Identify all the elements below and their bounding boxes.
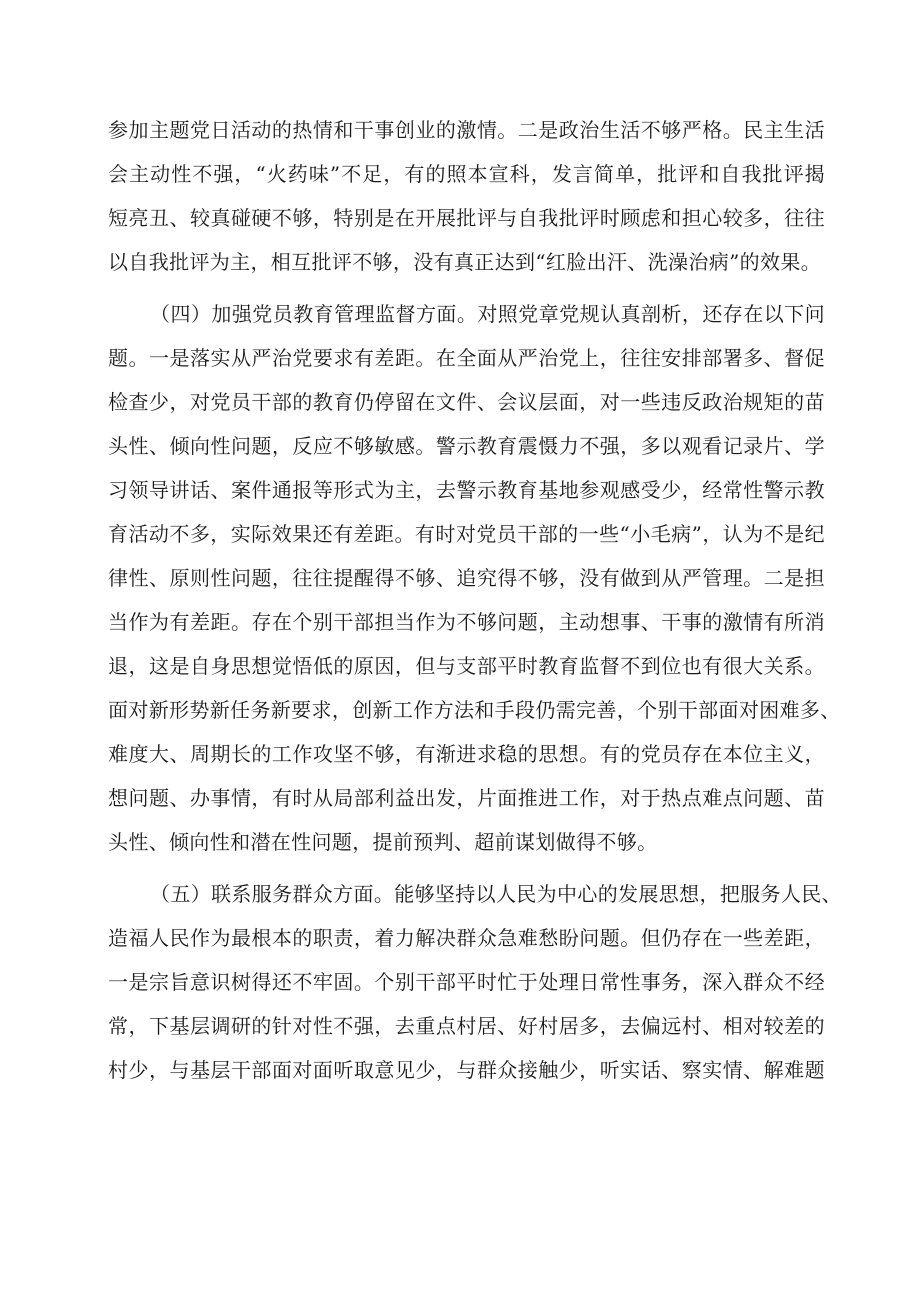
- text-line: 想问题、办事情，有时从局部利益出发，片面推进工作，对于热点难点问题、苗: [108, 786, 825, 810]
- text-line: 退，这是自身思想觉悟低的原因，但与支部平时教育监督不到位也有很大关系。: [108, 654, 825, 678]
- text-line: 律性、原则性问题，往往提醒得不够、追究得不够，没有做到从严管理。二是担: [108, 566, 825, 590]
- text-line: 当作为有差距。存在个别干部担当作为不够问题，主动想事、干事的激情有所消: [108, 610, 825, 634]
- text-line: 村少，与基层干部面对面听取意见少，与群众接触少，听实话、察实情、解难题: [108, 1058, 825, 1082]
- section-heading-line: （四）加强党员教育管理监督方面。对照党章党规认真剖析，还存在以下问: [150, 302, 825, 326]
- text-line: 会主动性不强，“火药味”不足，有的照本宣科，发言简单，批评和自我批评揭: [108, 162, 825, 186]
- text-line: 题。一是落实从严治党要求有差距。在全面从严治党上，往往安排部署多、督促: [108, 346, 825, 370]
- text-line: 常，下基层调研的针对性不强，去重点村居、好村居多，去偏远村、相对较差的: [108, 1014, 825, 1038]
- paragraph-spacer: [108, 286, 825, 294]
- text-line: 育活动不多，实际效果还有差距。有时对党员干部的一些“小毛病”，认为不是纪: [108, 522, 825, 546]
- text-line: 习领导讲话、案件通报等形式为主，去警示教育基地参观感受少，经常性警示教: [108, 478, 825, 502]
- document-body: [108, 110, 842, 1094]
- text-line: 参加主题党日活动的热情和干事创业的激情。二是政治生活不够严格。民主生活: [108, 118, 825, 142]
- text-line: 以自我批评为主，相互批评不够，没有真正达到“红脸出汗、洗澡治病”的效果。: [108, 250, 822, 274]
- paragraph-spacer: [108, 866, 825, 874]
- text-line: 检查少，对党员干部的教育仍停留在文件、会议层面，对一些违反政治规矩的苗: [108, 390, 825, 414]
- text-line: 头性、倾向性和潜在性问题，提前预判、超前谋划做得不够。: [108, 830, 658, 854]
- text-line: 一是宗旨意识树得还不牢固。个别干部平时忙于处理日常性事务，深入群众不经: [108, 970, 825, 994]
- text-line: 短亮丑、较真碰硬不够，特别是在开展批评与自我批评时顾虑和担心较多，往往: [108, 206, 825, 230]
- text-line: 头性、倾向性问题，反应不够敏感。警示教育震慑力不强，多以观看记录片、学: [108, 434, 825, 458]
- paragraph-section-four: [108, 294, 841, 866]
- text-line: 造福人民作为最根本的职责，着力解决群众急难愁盼问题。但仍存在一些差距，: [108, 926, 825, 950]
- text-line: 难度大、周期长的工作攻坚不够，有渐进求稳的思想。有的党员存在本位主义，: [108, 742, 825, 766]
- section-heading-line: （五）联系服务群众方面。能够坚持以人民为中心的发展思想，把服务人民、: [150, 882, 842, 906]
- paragraph-party-life: [108, 110, 825, 286]
- text-line: 面对新形势新任务新要求，创新工作方法和手段仍需完善，个别干部面对困难多、: [108, 698, 841, 722]
- paragraph-section-five: [108, 874, 842, 1094]
